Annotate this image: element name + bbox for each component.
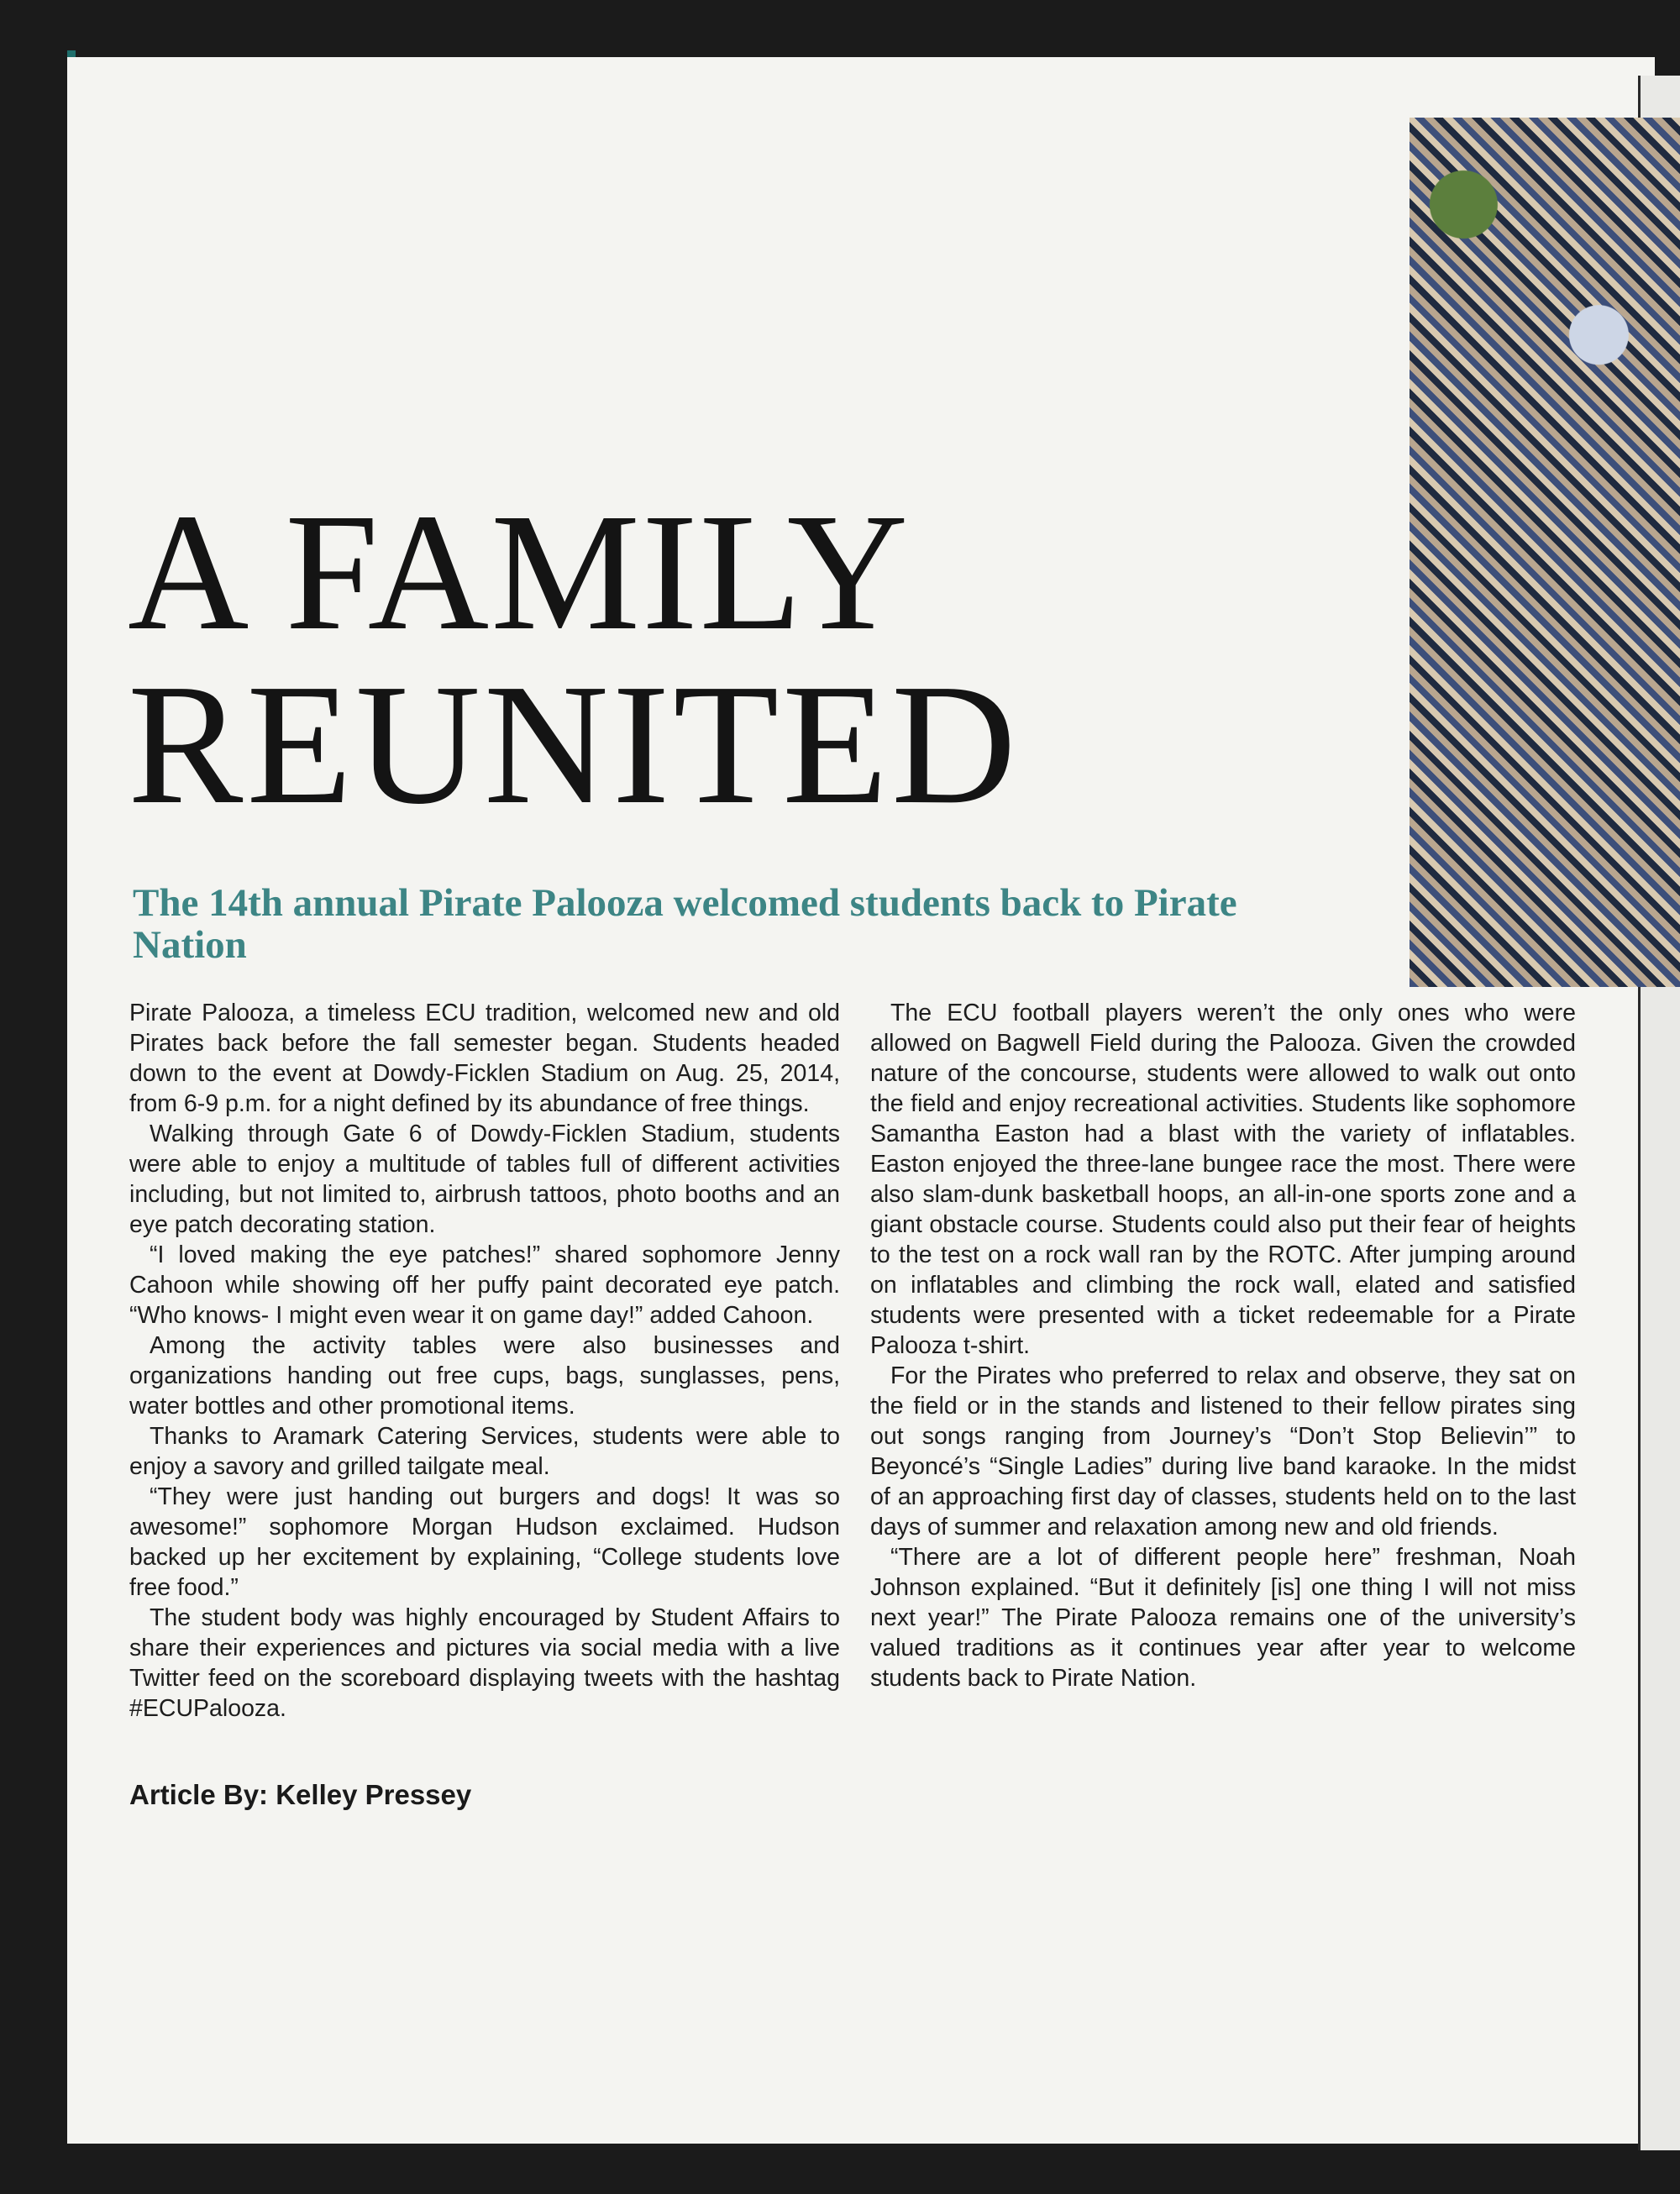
article-byline: Article By: Kelley Pressey bbox=[129, 1779, 472, 1810]
paragraph: “They were just handing out burgers and dogs! It was so awesome!” sophomore Morgan Hudson exclaimed. Hudson backed up her excitement by explaining, “College students love free food.” bbox=[129, 1483, 840, 1601]
paragraph: For the Pirates who preferred to relax and observe, they sat on the field or in the stands and listened to their fellow pirates sing out songs ranging from Journey’s “Don’t Stop Believin’” to Beyoncé’s “Single Ladies” during live band karaoke. In the midst of an approaching first day of classes, students held on to the last days of summer and relaxation among new and old friends. bbox=[870, 1362, 1576, 1541]
article-right-column bbox=[870, 998, 1576, 1693]
paragraph: Among the activity tables were also businesses and organizations handing out free cups, bags, sunglasses, pens, water bottles and other promotional items. bbox=[129, 1332, 840, 1420]
paragraph: “There are a lot of different people here” freshman, Noah Johnson explained. “But it definitely [is] one thing I will not miss next year!” The Pirate Palooza remains one of the university’s valued traditions as it continues year after year to welcome students back to Pirate Nation. bbox=[870, 1544, 1576, 1692]
article-left-column bbox=[129, 998, 840, 1724]
crowd-photo bbox=[1410, 118, 1680, 987]
paragraph: Pirate Palooza, a timeless ECU tradition, welcomed new and old Pirates back before the fall semester began. Students headed down to the event at Dowdy-Ficklen Stadium on Aug. 25, 2014, from 6-9 p.m. for a night defined by its abundance of free things. bbox=[129, 1000, 840, 1117]
subtitle: The 14th annual Pirate Palooza welcomed students back to Pirate Nation bbox=[133, 881, 1237, 967]
paragraph: “I loved making the eye patches!” shared sophomore Jenny Cahoon while showing off her puffy paint decorated eye patch. “Who knows- I might even wear it on game day!” added Cahoon. bbox=[129, 1241, 840, 1329]
title-line-1: A FAMILY bbox=[128, 480, 911, 665]
page-title bbox=[128, 480, 1020, 840]
title-line-2: REUNITED bbox=[128, 648, 1020, 840]
paragraph: The ECU football players weren’t the only ones who were allowed on Bagwell Field during the Palooza. Given the crowded nature of the concourse, students were allowed to walk out onto the field and enjoy recreational activities. Students like sophomore Samantha Easton had a blast with the variety of inflatables. Easton enjoyed the three-lane bungee race the most. There were also slam-dunk basketball hoops, an all-in-one sports zone and a giant obstacle course. Students could also put their fear of heights to the test on a rock wall ran by the ROTC. After jumping around on inflatables and climbing the rock wall, elated and satisfied students were presented with a ticket redeemable for a Pirate Palooza t-shirt. bbox=[870, 1000, 1576, 1359]
paragraph: Walking through Gate 6 of Dowdy-Ficklen Stadium, students were able to enjoy a multitude of tables full of different activities including, but not limited to, airbrush tattoos, photo booths and an eye patch decorating station. bbox=[129, 1121, 840, 1238]
paragraph: The student body was highly encouraged by Student Affairs to share their experiences and pictures via social media with a live Twitter feed on the scoreboard displaying tweets with the hashtag #ECUPalooza. bbox=[129, 1604, 840, 1722]
paragraph: Thanks to Aramark Catering Services, students were able to enjoy a savory and grilled tailgate meal. bbox=[129, 1423, 840, 1480]
